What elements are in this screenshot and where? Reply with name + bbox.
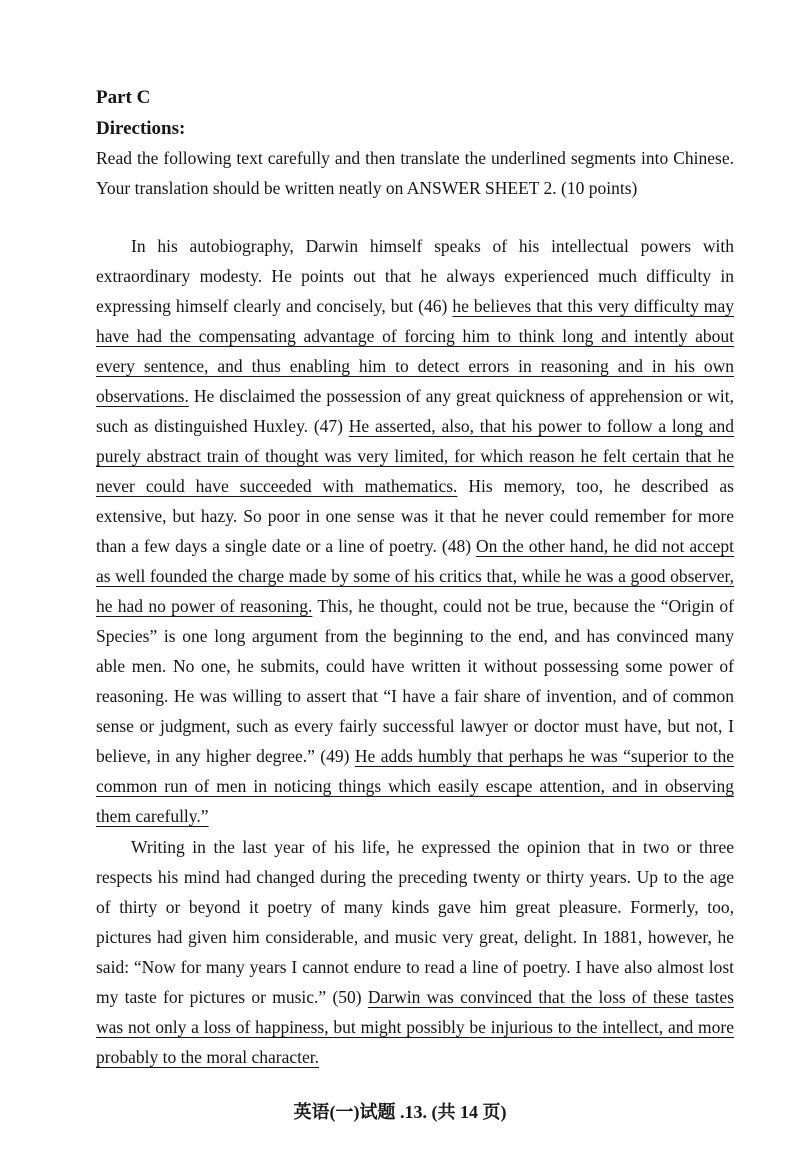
underlined-segment-50: Darwin was convinced that the loss of these tastes was not only a loss of happiness, but might possibly be injurious to the intellect, and more probably to the moral character.	[96, 987, 734, 1067]
underlined-segment-47: He asserted, also, that his power to follow a long and purely abstract train of thought was very limited, for which reason he felt certain that he never could have succeeded with mathematics.	[96, 416, 735, 496]
question-50-number: (50)	[332, 987, 368, 1007]
directions-heading	[96, 117, 734, 141]
p1-sentence-1: In his autobiography, Darwin himself speaks of his intellectual powers with extraordinary modesty. He points out that he always experienced much difficulty in expressing himself clearly and concisely, but	[96, 236, 734, 316]
question-48-number: (48)	[441, 536, 477, 556]
underlined-segment-48: On the other hand, he did not accept as well founded the charge made by some of his critics that, while he was a good observer, he had no power of reasoning.	[96, 536, 734, 616]
question-49-number: (49)	[320, 746, 355, 766]
underlined-segment-49: He adds humbly that perhaps he was “superior to the common run of men in noticing things which easily escape attention, and in observing them carefully.”	[96, 746, 734, 826]
paragraph-2	[96, 832, 734, 1072]
p1-sentence-3: His memory, too, he described as extensive, but hazy. So poor in one sense was it that he never could remember for more than a few days a single date or a line of poetry.	[96, 476, 734, 556]
directions-label: Directions	[96, 118, 180, 139]
paragraph-1	[96, 231, 734, 831]
page-footer: 英语(一)试题 .13. (共 14 页)	[293, 1102, 507, 1122]
p1-sentence-2: He disclaimed the possession of any great quickness of apprehension or wit, such as distinguished Huxley.	[96, 386, 734, 436]
p2-sentence-1: Writing in the last year of his life, he expressed the opinion that in two or three respects his mind had changed during the preceding twenty or thirty years. Up to the age of thirty or beyond it poetry of many kinds gave him great pleasure. Formerly, too, pictures had given him considerable, and music very great, delight. In 1881, however, he said: “Now for many years I cannot endure to read a line of poetry. I have also almost lost my taste for pictures or music.”	[96, 837, 734, 1007]
p1-sentence-4: This, he thought, could not be true, because the “Origin of Species” is one long argument from the beginning to the end, and has convinced many able men. No one, he submits, could have written it without possessing some power of reasoning. He was willing to assert that “I have a fair share of invention, and of common sense or judgment, such as every fairly successful lawyer or doctor must have, but not, I believe, in any higher degree.”	[96, 596, 734, 766]
directions-colon: :	[179, 118, 186, 139]
question-47-number: (47)	[313, 416, 349, 436]
underlined-segment-46: he believes that this very difficulty may have had the compensating advantage of forcing him to think long and intently about every sentence, and thus enabling him to detect errors in reasoning and in his own observations.	[96, 296, 734, 406]
question-46-number: (46)	[418, 296, 453, 316]
directions-text: Read the following text carefully and then translate the underlined segments into Chinese. Your translation should be written neatly on ANSWER SHEET 2. (10 points)	[96, 148, 734, 198]
part-title: Part C	[96, 87, 151, 108]
